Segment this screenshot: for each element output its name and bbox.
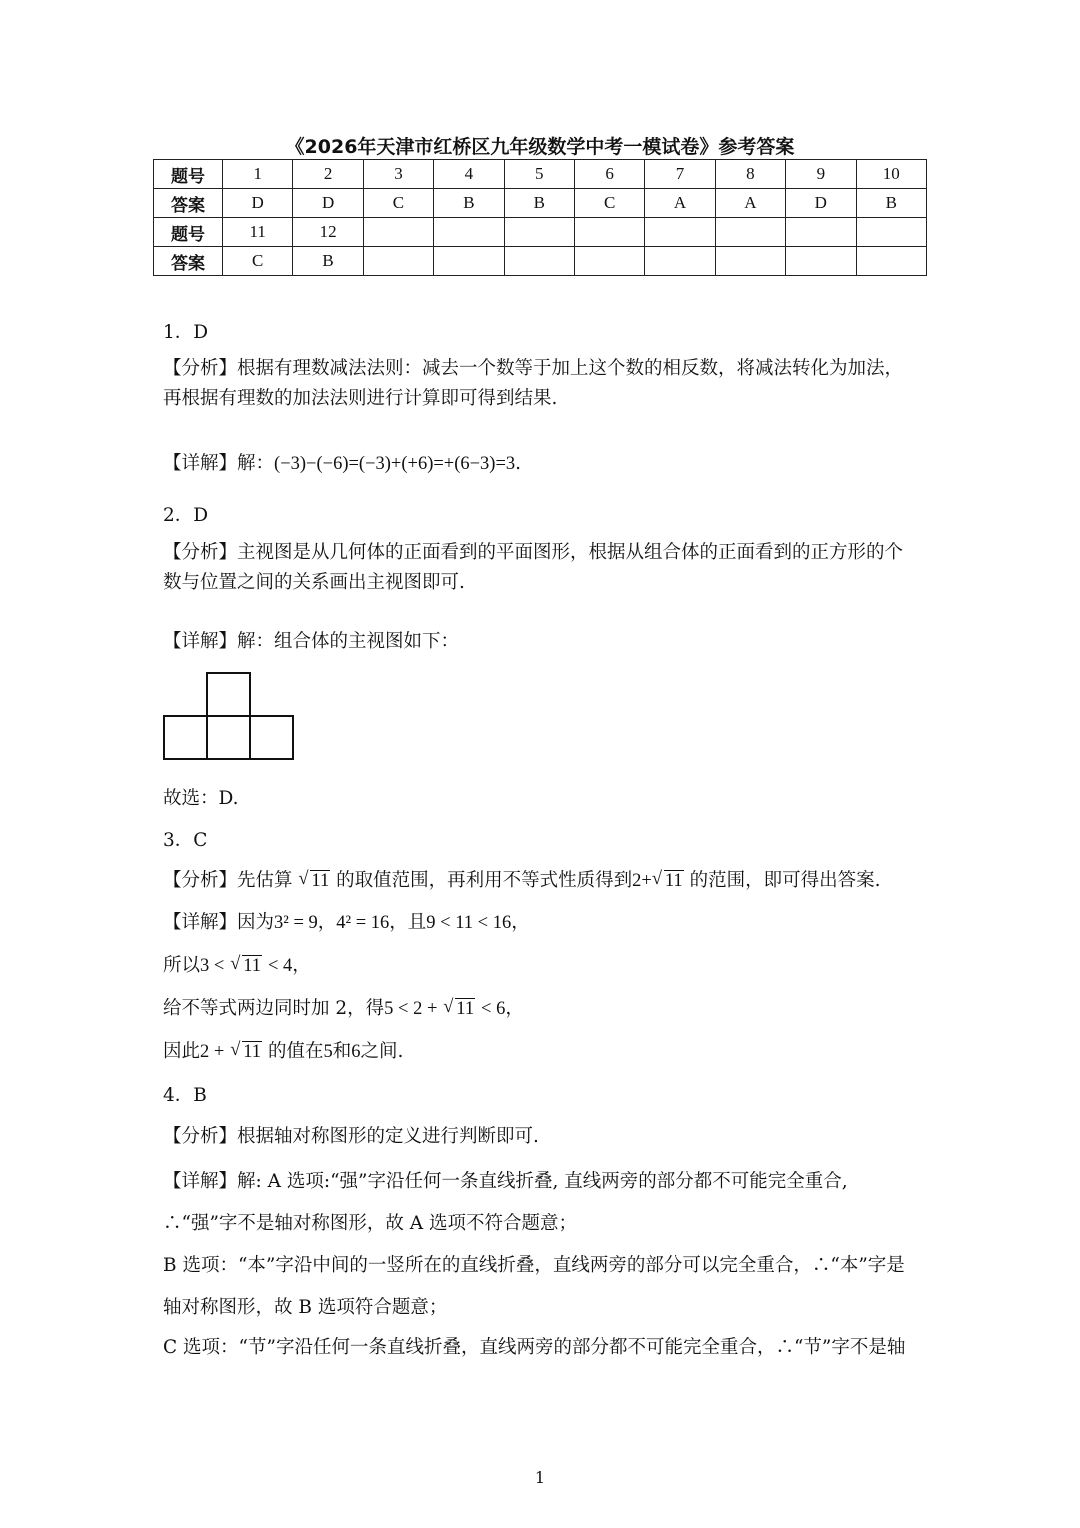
detail-tag: 【详解】	[163, 453, 238, 474]
table-cell: B	[434, 189, 504, 218]
q3-line3-m1: 5 < 2 +	[384, 999, 438, 1019]
q3-analysis-c: 2+	[632, 871, 652, 891]
bottom-right-square	[250, 716, 293, 759]
sqrt-11: √ 11	[230, 956, 262, 977]
q1-equation: (−3)−(−6)=(−3)+(+6)=+(6−3)=3	[274, 454, 516, 474]
table-row	[154, 247, 927, 276]
q3-line4-d: 之间.	[360, 1041, 404, 1062]
row-label: 答案	[154, 189, 223, 218]
q1-heading: 1．D	[163, 322, 209, 343]
analysis-tag: 【分析】	[163, 1126, 238, 1147]
q3-line4-c: 和	[332, 1041, 352, 1062]
q3-line2-a: 所以	[163, 955, 201, 976]
q3-detail	[163, 908, 923, 934]
table-cell: 5	[504, 160, 574, 189]
q2-detail-text: 解：组合体的主视图如下：	[237, 631, 460, 652]
table-cell	[786, 247, 856, 276]
sqrt-11: √ 11	[652, 871, 684, 892]
q3-line2-m1: 3 <	[200, 956, 225, 976]
q3-line4	[163, 1037, 923, 1063]
q1-analysis-text: 根据有理数减法法则：减去一个数等于加上这个数的相反数，将减法转化为加法，再根据有理数的加法法则进行计算即可得到结果.	[163, 358, 904, 409]
table-cell: 12	[293, 218, 363, 247]
sqrt-11: √ 11	[230, 1042, 262, 1063]
sqrt-11: √ 11	[298, 871, 330, 892]
q4-detail	[163, 1161, 919, 1245]
q3-line4-m1: 2 +	[200, 1042, 225, 1062]
table-cell	[363, 247, 433, 276]
bottom-left-square	[164, 716, 207, 759]
detail-tag: 【详解】	[163, 912, 238, 933]
q3-line4-b: 的值在	[267, 1041, 324, 1062]
table-cell	[715, 218, 785, 247]
page-number: 1	[534, 1468, 546, 1487]
table-cell	[504, 247, 574, 276]
q3-detail-m1: 3² = 9	[274, 913, 318, 933]
q3-detail-sep: ，	[317, 912, 337, 933]
table-cell: A	[715, 189, 785, 218]
q2-analysis-text: 主视图是从几何体的正面看到的平面图形，根据从组合体的正面看到的正方形的个数与位置之间的关系画出主视图即可.	[163, 542, 904, 593]
table-cell	[504, 218, 574, 247]
q3-line4-m3: 6	[351, 1042, 361, 1062]
table-cell: 10	[856, 160, 926, 189]
q3-detail-m2: 4² = 16	[336, 913, 390, 933]
answer-table	[153, 159, 927, 276]
row-label: 答案	[154, 247, 223, 276]
q2-analysis	[163, 538, 919, 598]
table-cell	[786, 218, 856, 247]
table-cell	[645, 247, 715, 276]
table-cell: C	[574, 189, 644, 218]
table-cell	[574, 218, 644, 247]
table-cell: A	[645, 189, 715, 218]
q3-line2-b: ，	[292, 955, 311, 976]
table-cell	[856, 247, 926, 276]
analysis-tag: 【分析】	[163, 358, 238, 379]
table-cell: D	[293, 189, 363, 218]
table-cell: C	[223, 247, 293, 276]
q3-line3	[163, 994, 923, 1020]
q3-line4-m2: 5	[323, 1042, 333, 1062]
q4-analysis	[163, 1122, 923, 1148]
analysis-tag: 【分析】	[163, 542, 238, 563]
q3-detail-m3: 9 < 11 < 16	[426, 913, 512, 933]
q2-conclusion: 故选：D.	[163, 788, 239, 809]
detail-tag: 【详解】	[163, 631, 238, 652]
q2-detail	[163, 627, 923, 653]
table-cell: 6	[574, 160, 644, 189]
detail-tag: 【详解】	[163, 1171, 238, 1192]
table-cell: 3	[363, 160, 433, 189]
table-row	[154, 189, 927, 218]
table-cell: B	[293, 247, 363, 276]
row-label: 题号	[154, 218, 223, 247]
table-cell: 11	[223, 218, 293, 247]
q3-detail-a: 因为	[237, 912, 275, 933]
table-cell: B	[504, 189, 574, 218]
q1-detail-prefix: 解：	[237, 453, 275, 474]
q2-heading: 2．D	[163, 505, 209, 526]
q3-heading: 3．C	[163, 830, 208, 851]
q1-analysis	[163, 354, 919, 414]
q3-analysis-d: 的范围，即可得出答案.	[689, 870, 881, 891]
table-cell	[715, 247, 785, 276]
table-cell: 9	[786, 160, 856, 189]
table-cell	[574, 247, 644, 276]
q1-detail-end: .	[515, 453, 522, 474]
table-cell: 7	[645, 160, 715, 189]
table-cell: C	[363, 189, 433, 218]
q4-option-b: B 选项：“本”字沿中间的一竖所在的直线折叠，直线两旁的部分可以完全重合，∴“本”字是轴对称图形，故 B 选项符合题意；	[163, 1255, 905, 1318]
table-row	[154, 160, 927, 189]
top-square	[207, 673, 250, 716]
table-cell: D	[786, 189, 856, 218]
q4-analysis-text: 根据轴对称图形的定义进行判断即可.	[237, 1126, 539, 1147]
front-view-diagram	[163, 672, 297, 762]
table-cell	[856, 218, 926, 247]
q3-analysis	[163, 866, 923, 892]
table-cell	[363, 218, 433, 247]
q4-detail-text: 解: A 选项:“强”字沿任何一条直线折叠, 直线两旁的部分都不可能完全重合, ∴“强”字不是轴对称图形，故 A 选项不符合题意；	[163, 1171, 848, 1234]
q3-line3-a: 给不等式两边同时加 2，得	[163, 998, 385, 1019]
q3-analysis-b: 的取值范围，再利用不等式性质得到	[336, 870, 633, 891]
q1-detail	[163, 449, 923, 475]
table-cell: D	[223, 189, 293, 218]
analysis-tag: 【分析】	[163, 870, 238, 891]
bottom-middle-square	[207, 716, 250, 759]
q3-analysis-a: 先估算	[237, 870, 293, 891]
page-title: 《2026年天津市红桥区九年级数学中考一模试卷》参考答案	[285, 136, 795, 158]
table-cell: B	[856, 189, 926, 218]
table-row	[154, 218, 927, 247]
q3-detail-b: ，且	[389, 912, 427, 933]
q3-line2	[163, 951, 923, 977]
table-cell: 2	[293, 160, 363, 189]
q3-line3-m2: < 6	[481, 999, 506, 1019]
table-cell: 8	[715, 160, 785, 189]
sqrt-11: √ 11	[443, 999, 475, 1020]
table-cell	[434, 247, 504, 276]
q3-line3-b: ，	[505, 998, 524, 1019]
row-label: 题号	[154, 160, 223, 189]
q4-option-c: C 选项：“节”字沿任何一条直线折叠，直线两旁的部分都不可能完全重合，∴“节”字不是轴	[163, 1337, 906, 1358]
q4-heading: 4．B	[163, 1085, 207, 1106]
table-cell	[434, 218, 504, 247]
table-cell	[645, 218, 715, 247]
q3-line2-m2: < 4	[267, 956, 293, 976]
q3-line4-a: 因此	[163, 1041, 201, 1062]
q3-detail-c: ，	[511, 912, 530, 933]
table-cell: 1	[223, 160, 293, 189]
table-cell: 4	[434, 160, 504, 189]
